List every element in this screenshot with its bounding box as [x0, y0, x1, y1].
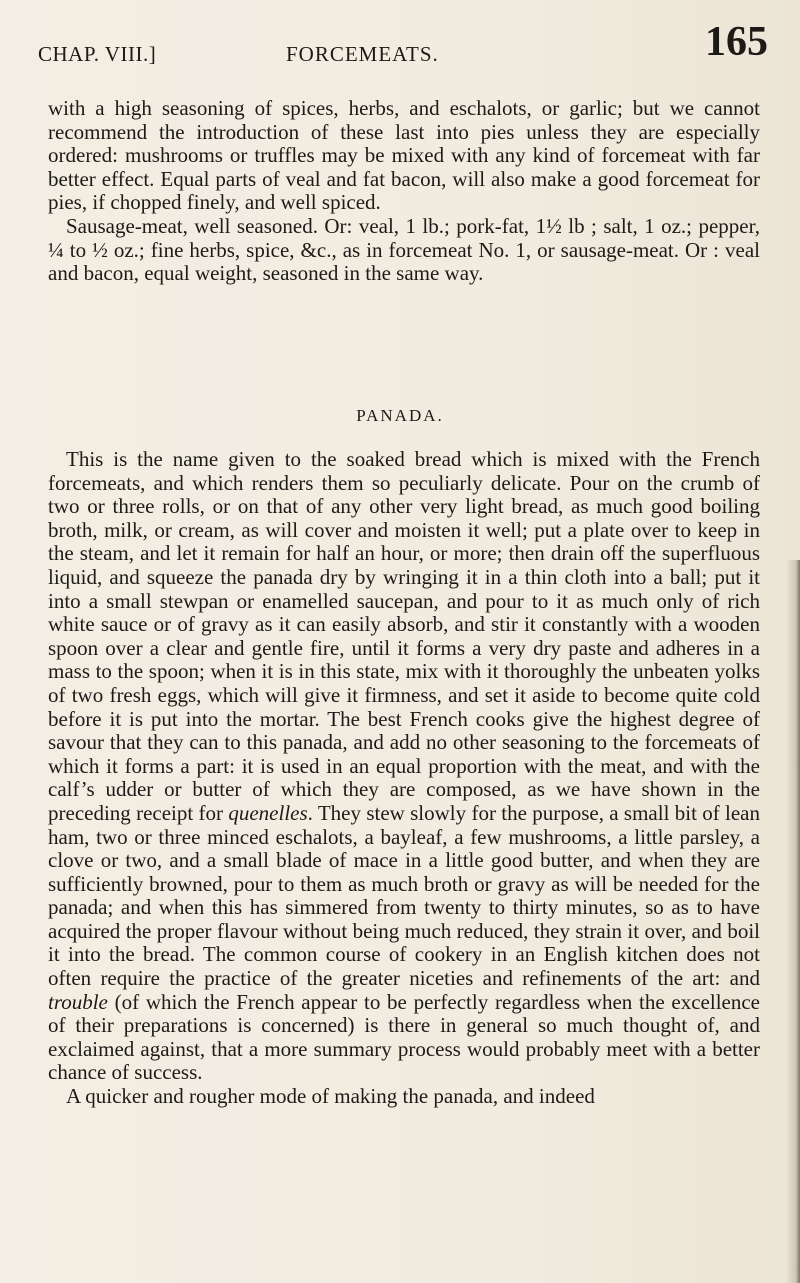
page-number: 165: [705, 19, 768, 65]
panada-text-part-2: . They stew slowly for the purpose, a small bit of lean ham, two or three minced eschalots, a bayleaf, a few mushrooms, a little parsley, a clove or two, and a small blade of mace in a little good butter, and when they are sufficiently browned, pour to them as much broth or gravy as will be needed for the panada; and when this has simmered from twenty to thirty minutes, so as to have acquired the proper flavour without being much reduced, they strain it over, and boil it into the bread. The common course of cookery in an English kitchen does not often require the practice of the greater niceties and refinements of the art: and: [48, 800, 760, 991]
running-title: FORCEMEATS.: [286, 42, 439, 66]
panada-text-part-3: (of which the French appear to be perfectly regardless when the excellence of their preparations is concerned) is there in general so much thought of, and exclaimed against, that a more summary process would probably meet with a better chance of success.: [48, 989, 760, 1085]
panada-text-part-1: This is the name given to the soaked bread which is mixed with the French forcemeats, and which renders them so peculiarly delicate. Pour on the crumb of two or three rolls, or on that of any other very light bread, as much good boiling broth, milk, or cream, as will cover and moisten it well; put a plate over to keep in the steam, and let it remain for half an hour, or more; then drain off the superfluous liquid, and squeeze the panada dry by wringing it in a thin cloth into a ball; put it into a small stewpan or enamelled saucepan, and pour to it as much only of rich white sauce or of gravy as it can easily absorb, and stir it constantly with a wooden spoon over a clear and gentle fire, until it forms a very dry paste and adheres in a mass to the spoon; when it is in this state, mix with it thoroughly the unbeaten yolks of two fresh eggs, which will give it firmness, and set it aside to become quite cold before it is put into the mortar. The best French cooks give the highest degree of savour that they can to this panada, and add no other seasoning to the forcemeats of which it forms a part: it is used in an equal proportion with the meat, and with the calf’s udder or butter of which they are composed, as we have shown in the preceding receipt for: [48, 447, 760, 825]
paragraph-sausage-meat: Sausage-meat, well seasoned. Or: veal, 1 lb.; pork-fat, 1½ lb ; salt, 1 oz.; pepper, ¼ to ½ oz.; fine herbs, spice, &c., as in forcemeat No. 1, or sausage-meat. Or : veal and bacon, equal weight, seasoned in the same way.: [48, 213, 760, 286]
running-header: [38, 18, 768, 74]
italic-quenelles: quenelles: [228, 800, 308, 825]
page-edge-shadow: [786, 560, 800, 1283]
chapter-label: CHAP. VIII.]: [38, 42, 157, 66]
italic-trouble: trouble: [48, 989, 108, 1014]
panada-text-block: [48, 448, 760, 1109]
paragraph-quicker-mode: A quicker and rougher mode of making the panada, and indeed: [66, 1084, 595, 1109]
paragraph-panada: [48, 448, 760, 1085]
intro-text-block: [48, 97, 760, 286]
paragraph-continuation: with a high seasoning of spices, herbs, and eschalots, or garlic; but we cannot recommend the introduction of these last into pies unless they are especially ordered: mushrooms or truffles may be mixed with any kind of forcemeat with far better effect. Equal parts of veal and fat bacon, will also make a good forcemeat for pies, if chopped finely, and well spiced.: [48, 96, 760, 215]
section-heading-panada: PANADA.: [356, 406, 444, 425]
